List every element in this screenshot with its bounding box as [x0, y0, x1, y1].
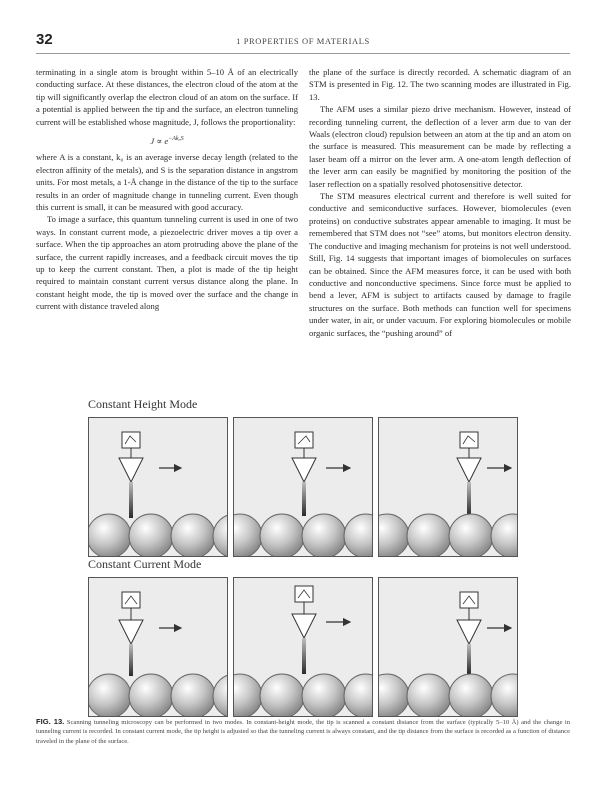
scanning-tip: [457, 458, 481, 482]
constant-current-title: Constant Current Mode: [88, 557, 202, 571]
surface-atom: [234, 514, 262, 557]
surface-atom: [344, 514, 373, 557]
surface-atom: [213, 514, 228, 557]
surface-atom: [171, 514, 215, 557]
page-header: [36, 31, 570, 51]
current-meter-icon: [295, 586, 313, 602]
scanning-tip: [457, 620, 481, 644]
left-paragraph-3: To image a surface, this quantum tunneling current is used in one of two ways. In constant current mode, a piezoelectric driver moves a tip over a surface. When the tip approaches an atom protruding above the plane of the surface, the current rapidly increases, and a feedback circuit moves the tip up to keep the current constant. Then, a plot is made of the tip height required to maintain constant current versus distance along the plane. In constant height mode, the tip is moved over the surface and the change in current with distance traveled along: [36, 214, 298, 312]
figure-label: FIG. 13.: [36, 717, 65, 726]
constant-current-panel-2: [233, 577, 373, 717]
constant-current-panel-1: [88, 577, 228, 717]
surface-atom: [491, 674, 518, 717]
running-head: 1 PROPERTIES OF MATERIALS: [236, 36, 370, 46]
constant-height-panel-3: [378, 417, 518, 557]
tunneling-current-beam: [467, 482, 471, 516]
constant-current-diagram-3: [379, 578, 518, 717]
constant-height-diagram-3: [379, 418, 518, 557]
surface-atom: [449, 514, 493, 557]
constant-height-panel-2: [233, 417, 373, 557]
current-meter-icon: [295, 432, 313, 448]
constant-current-panel-3: [378, 577, 518, 717]
figure-13: [36, 393, 570, 705]
surface-atom: [171, 674, 215, 717]
left-paragraph-1: terminating in a single atom is brought within 5–10 Å of an electrically conducting surface. At these distances, the electron cloud of the atom at the tip will significantly overlap the electron cloud of an atom on the surface. If a potential is applied between the tip and the surface, an electron tunneling current will be established whose magnitude, J, follows the proportionality:: [36, 67, 298, 127]
surface-atom: [234, 674, 262, 717]
equation-exponent: −Ak₀S: [168, 136, 184, 143]
header-rule: [36, 53, 570, 54]
tunneling-current-beam: [129, 482, 133, 518]
constant-current-diagram-1: [89, 578, 228, 717]
equation-base: J ∝ e: [150, 135, 169, 146]
surface-atom: [449, 674, 493, 717]
surface-atom: [213, 674, 228, 717]
surface-atom: [260, 674, 304, 717]
right-column: [309, 66, 571, 339]
surface-atom: [302, 514, 346, 557]
constant-current-diagram-2: [234, 578, 373, 717]
left-column: [36, 66, 298, 313]
surface-atom: [260, 514, 304, 557]
scanning-tip: [292, 614, 316, 638]
tunneling-current-beam: [302, 638, 306, 674]
current-meter-icon: [122, 432, 140, 448]
scanning-tip: [292, 458, 316, 482]
current-meter-icon: [460, 592, 478, 608]
surface-atom: [491, 514, 518, 557]
constant-height-diagram-1: [89, 418, 228, 557]
constant-height-panel-1: [88, 417, 228, 557]
surface-atom: [344, 674, 373, 717]
caption-text: Scanning tunneling microscopy can be performed in two modes. In constant-height mode, the tip is scanned a constant distance from the surface (typically 5–10 Å) and the change in tunneling current is recorded. In constant current mode, the tip height is adjusted so that the tunneling current is always constant, and the tip distance from the surface is recorded as a function of distance traveled in the plane of the surface.: [36, 719, 570, 745]
tunneling-equation: [36, 133, 298, 147]
scanning-tip: [119, 620, 143, 644]
figure-caption: [36, 717, 570, 746]
tunneling-current-beam: [129, 644, 133, 676]
current-meter-icon: [460, 432, 478, 448]
surface-atom: [379, 514, 409, 557]
constant-height-diagram-2: [234, 418, 373, 557]
surface-atom: [302, 674, 346, 717]
surface-atom: [89, 514, 131, 557]
surface-atom: [129, 514, 173, 557]
right-paragraph-1: the plane of the surface is directly recorded. A schematic diagram of an STM is presented in Fig. 12. The two scanning modes are illustrated in Fig. 13.: [309, 67, 571, 102]
constant-height-title: Constant Height Mode: [88, 397, 198, 411]
current-meter-icon: [122, 592, 140, 608]
surface-atom: [407, 514, 451, 557]
surface-atom: [407, 674, 451, 717]
tunneling-current-beam: [302, 482, 306, 516]
scanning-tip: [119, 458, 143, 482]
surface-atom: [129, 674, 173, 717]
surface-atom: [89, 674, 131, 717]
tunneling-current-beam: [467, 644, 471, 674]
right-paragraph-2: The AFM uses a similar piezo drive mechanism. However, instead of recording tunneling current, the deflection of a lever arm due to van der Waals (electron cloud) repulsion between an atom at the tip and an atom on the surface is measured. This measurement can be made by reflecting a laser beam off a mirror on the lever arm. A one-atom length deflection of the lever arm can easily be magnified by monitoring the position of the laser reflection on a spatially resolved photosensitive detector.: [309, 104, 571, 189]
right-paragraph-3: The STM measures electrical current and therefore is well suited for conductive and semiconductive surfaces. However, biomolecules (even proteins) on conductive substrates appear amenable to imaging. It must be remembered that STM does not “see” atoms, but monitors electron density. The conductive and imaging mechanism for proteins is not well understood. Still, Fig. 14 suggests that important images of biomolecules on surfaces can be obtained. Since the AFM measures force, it can be used with both conductive and nonconductive specimens. Since force must be applied to bend a lever, AFM is subject to artifacts caused by damage to fragile structures on the surface. Both methods can function well for specimens under water, in air, or under vacuum. For exploring biomolecules or mobile organic surfaces, the “pushing around” of: [309, 191, 571, 338]
page-number: 32: [36, 31, 53, 48]
left-paragraph-2: where A is a constant, k₀ is an average inverse decay length (related to the electron affinity of the metals), and S is the separation distance in angstrom units. For most metals, a 1-Å change in the distance of the tip to the surface results in an order of magnitude change in tunneling current. Even though this current is small, it can be measured with good accuracy.: [36, 152, 298, 212]
surface-atom: [379, 674, 409, 717]
